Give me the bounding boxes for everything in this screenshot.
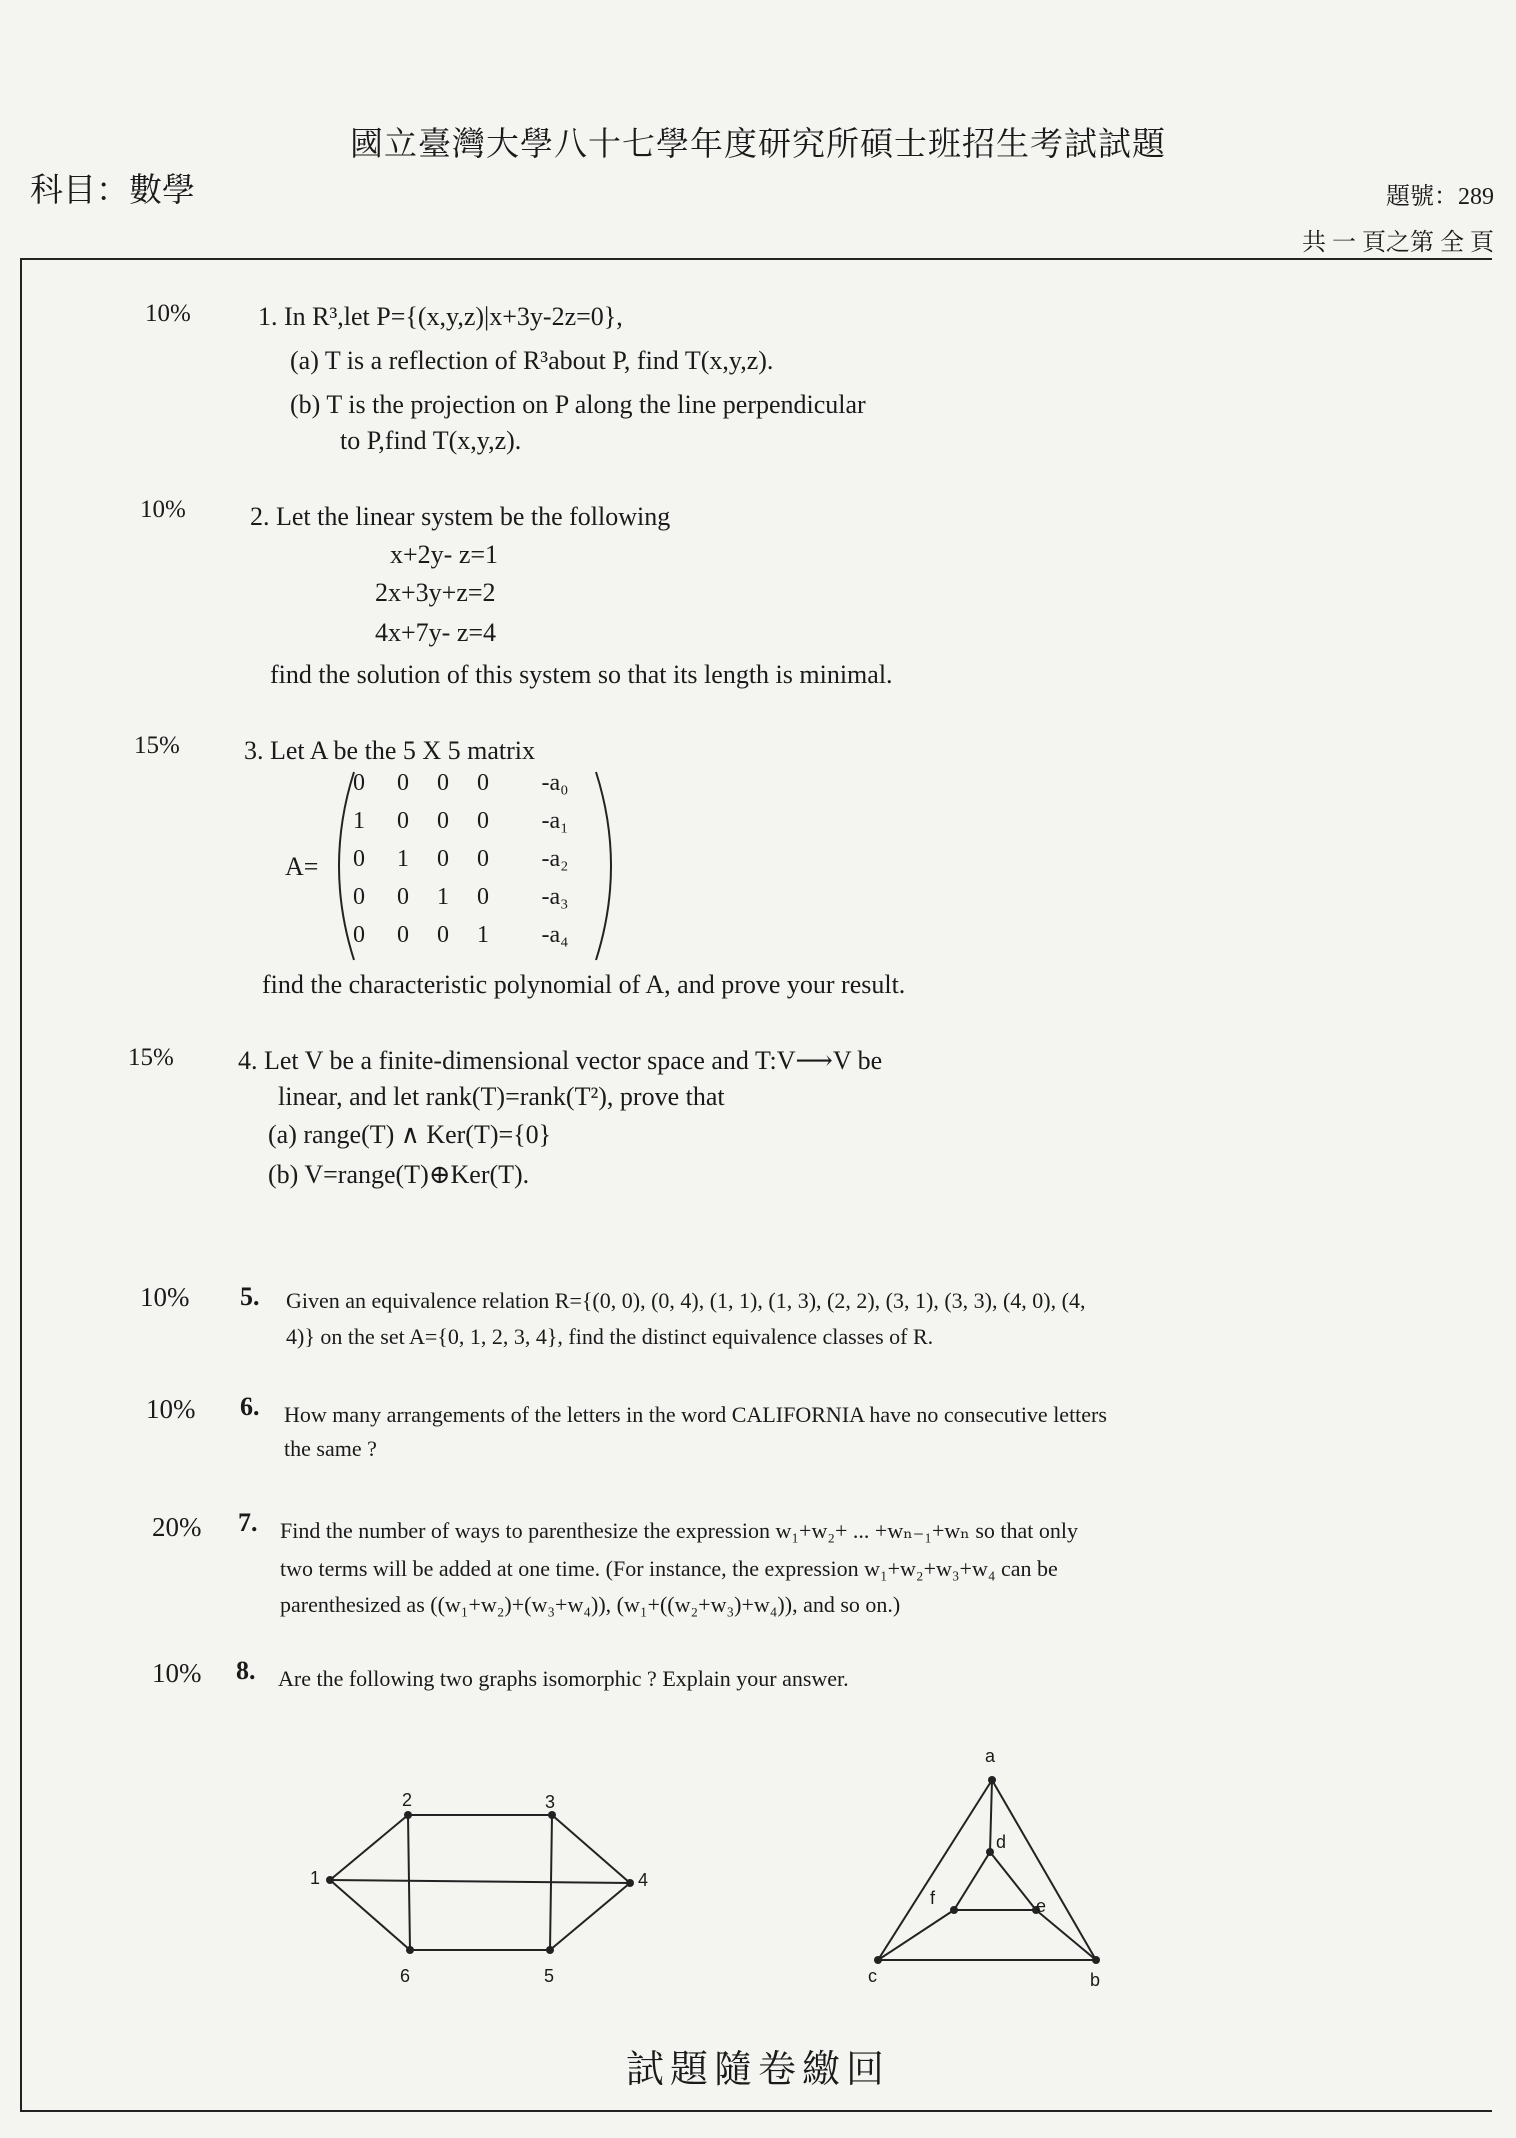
- matrix-cell: 0: [397, 770, 409, 796]
- q4-line: (b) V=range(T)⊕Ker(T).: [268, 1160, 530, 1189]
- q8-weight: 10%: [152, 1658, 202, 1688]
- q1-line: to P,find T(x,y,z).: [340, 426, 522, 455]
- q7-line: two terms will be added at one time. (For instance, the expression w₁+w₂+w₃+w₄ can be: [280, 1556, 1058, 1581]
- q2-equation: 2x+3y+z=2: [375, 578, 496, 607]
- q2-line: find the solution of this system so that its length is minimal.: [270, 660, 893, 689]
- graph-1: [300, 1780, 680, 2020]
- q4-line: linear, and let rank(T)=rank(T²), prove that: [278, 1082, 725, 1111]
- matrix-cell: -a₁: [541, 808, 569, 834]
- graph1-vertex-label: 5: [544, 1966, 555, 1986]
- q2-weight: 10%: [140, 496, 186, 523]
- q5-line: Given an equivalence relation R={(0, 0), (0, 4), (1, 1), (1, 3), (2, 2), (3, 1), (3, 3), (4, 0), (4,: [286, 1288, 1086, 1313]
- matrix-cell: -a₄: [541, 922, 569, 948]
- graph2-vertex-label: f: [930, 1888, 936, 1908]
- graph2-vertex-label: a: [985, 1746, 996, 1766]
- matrix-cell: -a₀: [541, 770, 569, 796]
- q3-line: 3. Let A be the 5 X 5 matrix: [244, 736, 536, 765]
- q8-number: 8.: [236, 1656, 256, 1685]
- matrix-cell: 0: [477, 808, 489, 834]
- matrix-cell: 1: [437, 884, 449, 910]
- subject-label: 科目：數學: [30, 173, 195, 209]
- graph1-vertex-label: 3: [545, 1792, 556, 1812]
- matrix-A: [330, 768, 610, 958]
- matrix-label: A=: [285, 852, 319, 881]
- q1-line: (b) T is the projection on P along the line perpendicular: [290, 390, 866, 419]
- q5-weight: 10%: [140, 1282, 190, 1312]
- q2-equation: x+2y- z=1: [390, 540, 499, 569]
- q1-line: (a) T is a reflection of R³about P, find T(x,y,z).: [290, 346, 774, 375]
- q4-weight: 15%: [128, 1044, 174, 1071]
- q5-line: 4)} on the set A={0, 1, 2, 3, 4}, find the distinct equivalence classes of R.: [286, 1324, 934, 1349]
- matrix-cell: 1: [353, 808, 365, 834]
- matrix-cell: 0: [397, 922, 409, 948]
- q1-line: 1. In R³,let P={(x,y,z)|x+3y-2z=0},: [258, 302, 623, 331]
- q5-number: 5.: [240, 1282, 260, 1311]
- q6-weight: 10%: [146, 1394, 196, 1424]
- matrix-cell: 0: [353, 770, 365, 796]
- matrix-cell: 0: [477, 770, 489, 796]
- exam-frame: [20, 258, 1492, 2112]
- q4-line: 4. Let V be a finite-dimensional vector space and T:V⟶V be: [238, 1046, 883, 1075]
- matrix-cell: 0: [397, 884, 409, 910]
- matrix-cell: 0: [397, 808, 409, 834]
- q7-line: Find the number of ways to parenthesize the expression w₁+w₂+ ... +wₙ₋₁+wₙ so that only: [280, 1518, 1078, 1543]
- q3-weight: 15%: [134, 732, 180, 759]
- q3-line: find the characteristic polynomial of A, and prove your result.: [262, 970, 906, 999]
- q7-weight: 20%: [152, 1512, 202, 1542]
- q7-line: parenthesized as ((w₁+w₂)+(w₃+w₄)), (w₁+((w₂+w₃)+w₄)), and so on.): [280, 1592, 901, 1617]
- matrix-cell: 1: [477, 922, 489, 948]
- matrix-cell: 0: [353, 884, 365, 910]
- matrix-cell: -a₂: [541, 846, 569, 872]
- graph1-vertex-label: 6: [400, 1966, 411, 1986]
- matrix-cell: 1: [397, 846, 409, 872]
- q8-line: Are the following two graphs isomorphic ? Explain your answer.: [278, 1666, 849, 1691]
- q2-line: 2. Let the linear system be the following: [250, 502, 671, 531]
- graph2-vertex-label: d: [996, 1832, 1007, 1852]
- return-notice: 試題隨卷繳回: [625, 2049, 890, 2091]
- q6-line: the same ?: [284, 1436, 377, 1461]
- q2-equation: 4x+7y- z=4: [375, 618, 497, 647]
- q4-line: (a) range(T) ∧ Ker(T)={0}: [268, 1120, 552, 1149]
- graph1-vertex-label: 2: [402, 1790, 413, 1810]
- graph2-vertex-label: b: [1090, 1970, 1101, 1990]
- graph2-vertex-label: e: [1036, 1896, 1047, 1916]
- page-count: 共 一 頁之第 全 頁: [1302, 230, 1494, 256]
- matrix-cell: 0: [437, 770, 449, 796]
- matrix-cell: 0: [353, 922, 365, 948]
- matrix-cell: -a₃: [541, 884, 569, 910]
- graph-2: [860, 1760, 1120, 2000]
- matrix-cell: 0: [477, 846, 489, 872]
- graph2-vertex-label: c: [868, 1966, 877, 1986]
- q7-number: 7.: [238, 1508, 258, 1537]
- matrix-cell: 0: [477, 884, 489, 910]
- q1-weight: 10%: [145, 300, 191, 327]
- matrix-cell: 0: [353, 846, 365, 872]
- question-number: 題號：289: [1386, 184, 1494, 210]
- graph1-vertex-label: 4: [638, 1870, 649, 1890]
- matrix-cell: 0: [437, 808, 449, 834]
- matrix-cell: 0: [437, 922, 449, 948]
- matrix-cell: 0: [437, 846, 449, 872]
- q6-number: 6.: [240, 1392, 260, 1421]
- graph1-vertex-label: 1: [310, 1868, 321, 1888]
- exam-title: 國立臺灣大學八十七學年度研究所碩士班招生考試試題: [350, 127, 1166, 163]
- q6-line: How many arrangements of the letters in the word CALIFORNIA have no consecutive letters: [284, 1402, 1107, 1427]
